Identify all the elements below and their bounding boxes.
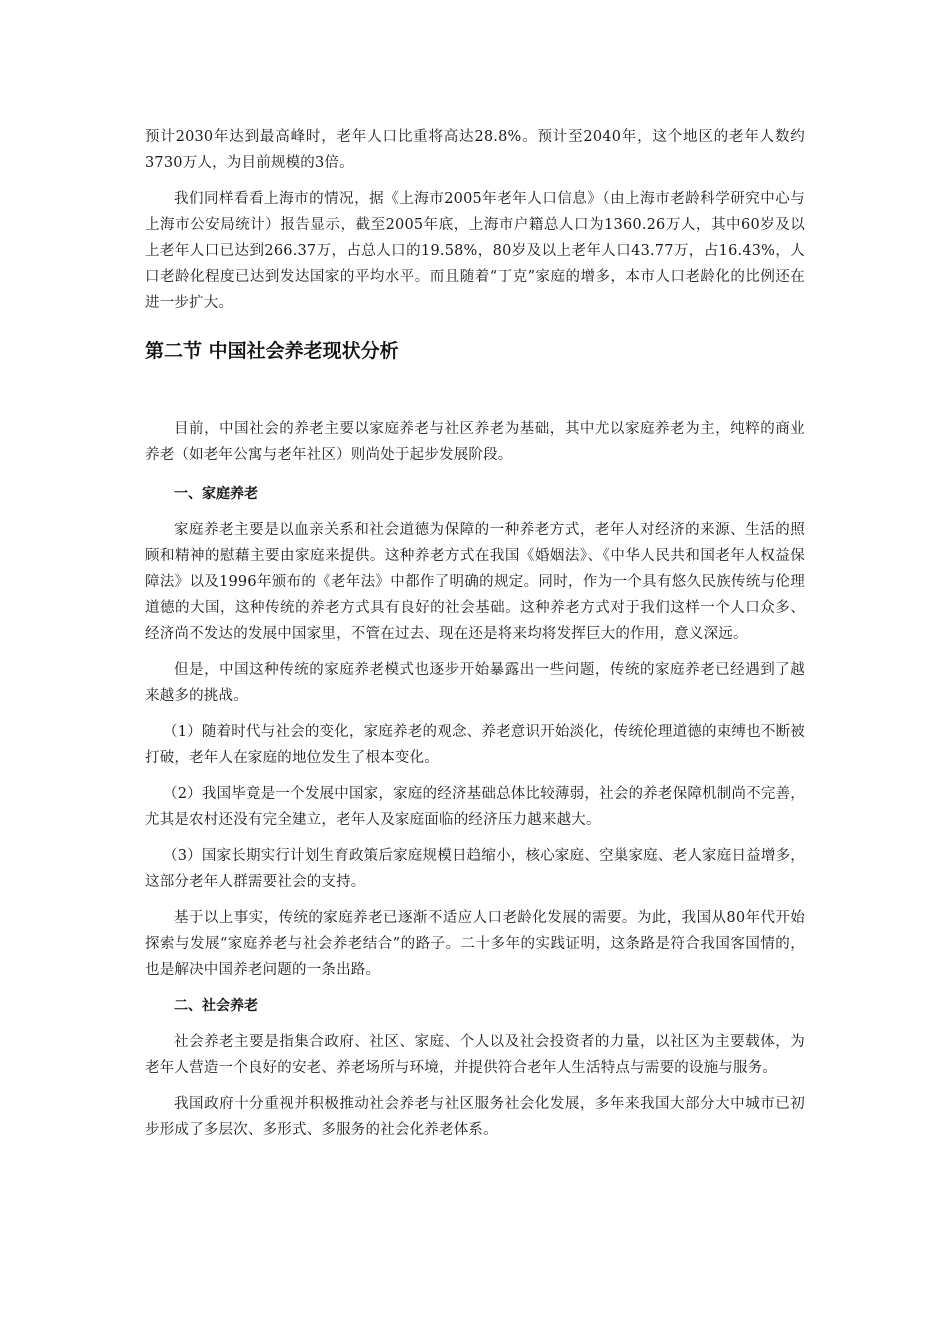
social-paragraph-1: 社会养老主要是指集合政府、社区、家庭、个人以及社会投资者的力量，以社区为主要载体，为老年人营造一个良好的安老、养老场所与环境，并提供符合老年人生活特点与需要的设施与服务。 <box>145 1034 805 1076</box>
social-care-heading: 二、社会养老 <box>174 998 258 1014</box>
family-item-3: （3）国家长期实行计划生育政策后家庭规模日趋缩小，核心家庭、空巢家庭、老人家庭日益增多，这部分老年人群需要社会的支持。 <box>145 848 805 890</box>
section-intro-paragraph: 目前，中国社会的养老主要以家庭养老与社区养老为基础，其中尤以家庭养老为主，纯粹的商业养老（如老年公寓与老年社区）则尚处于起步发展阶段。 <box>145 421 805 463</box>
intro-paragraph-1: 预计2030年达到最高峰时，老年人口比重将高达28.8%。预计至2040年，这个地区的老年人数约3730万人，为目前规模的3倍。 <box>145 129 805 171</box>
family-item-2: （2）我国毕竟是一个发展中国家，家庭的经济基础总体比较薄弱，社会的养老保障机制尚不完善，尤其是农村还没有完全建立，老年人及家庭面临的经济压力越来越大。 <box>145 786 805 828</box>
family-paragraph-2: 但是，中国这种传统的家庭养老模式也逐步开始暴露出一些问题，传统的家庭养老已经遇到了越来越多的挑战。 <box>145 662 805 704</box>
social-paragraph-2: 我国政府十分重视并积极推动社会养老与社区服务社会化发展，多年来我国大部分大中城市已初步形成了多层次、多形式、多服务的社会化养老体系。 <box>145 1096 805 1138</box>
section-title: 第二节 中国社会养老现状分析 <box>145 340 399 362</box>
family-paragraph-3: 基于以上事实，传统的家庭养老已逐渐不适应人口老龄化发展的需要。为此，我国从80年代开始探索与发展“家庭养老与社会养老结合”的路子。二十多年的实践证明，这条路是符合我国客国情的，也是解决中国养老问题的一条出路。 <box>145 910 805 978</box>
intro-paragraph-2: 我们同样看看上海市的情况，据《上海市2005年老年人口信息》（由上海市老龄科学研究中心与上海市公安局统计）报告显示，截至2005年底，上海市户籍总人口为1360.26万人，其中60岁及以上老年人口已达到266.37万，占总人口的19.58%，80岁及以上老年人口43.77万，占16.43%，人口老龄化程度已达到发达国家的平均水平。而且随着“丁克”家庭的增多，本市人口老龄化的比例还在进一步扩大。 <box>145 191 805 311</box>
document-page <box>145 124 805 1143</box>
family-care-heading: 一、家庭养老 <box>174 486 258 502</box>
family-paragraph-1: 家庭养老主要是以血亲关系和社会道德为保障的一种养老方式，老年人对经济的来源、生活的照顾和精神的慰藉主要由家庭来提供。这种养老方式在我国《婚姻法》、《中华人民共和国老年人权益保障法》以及1996年颁布的《老年法》中都作了明确的规定。同时，作为一个具有悠久民族传统与伦理道德的大国，这种传统的养老方式具有良好的社会基础。这种养老方式对于我们这样一个人口众多、经济尚不发达的发展中国家里，不管在过去、现在还是将来均将发挥巨大的作用，意义深远。 <box>145 522 805 642</box>
family-item-1: （1）随着时代与社会的变化，家庭养老的观念、养老意识开始淡化，传统伦理道德的束缚也不断被打破，老年人在家庭的地位发生了根本变化。 <box>145 724 805 766</box>
